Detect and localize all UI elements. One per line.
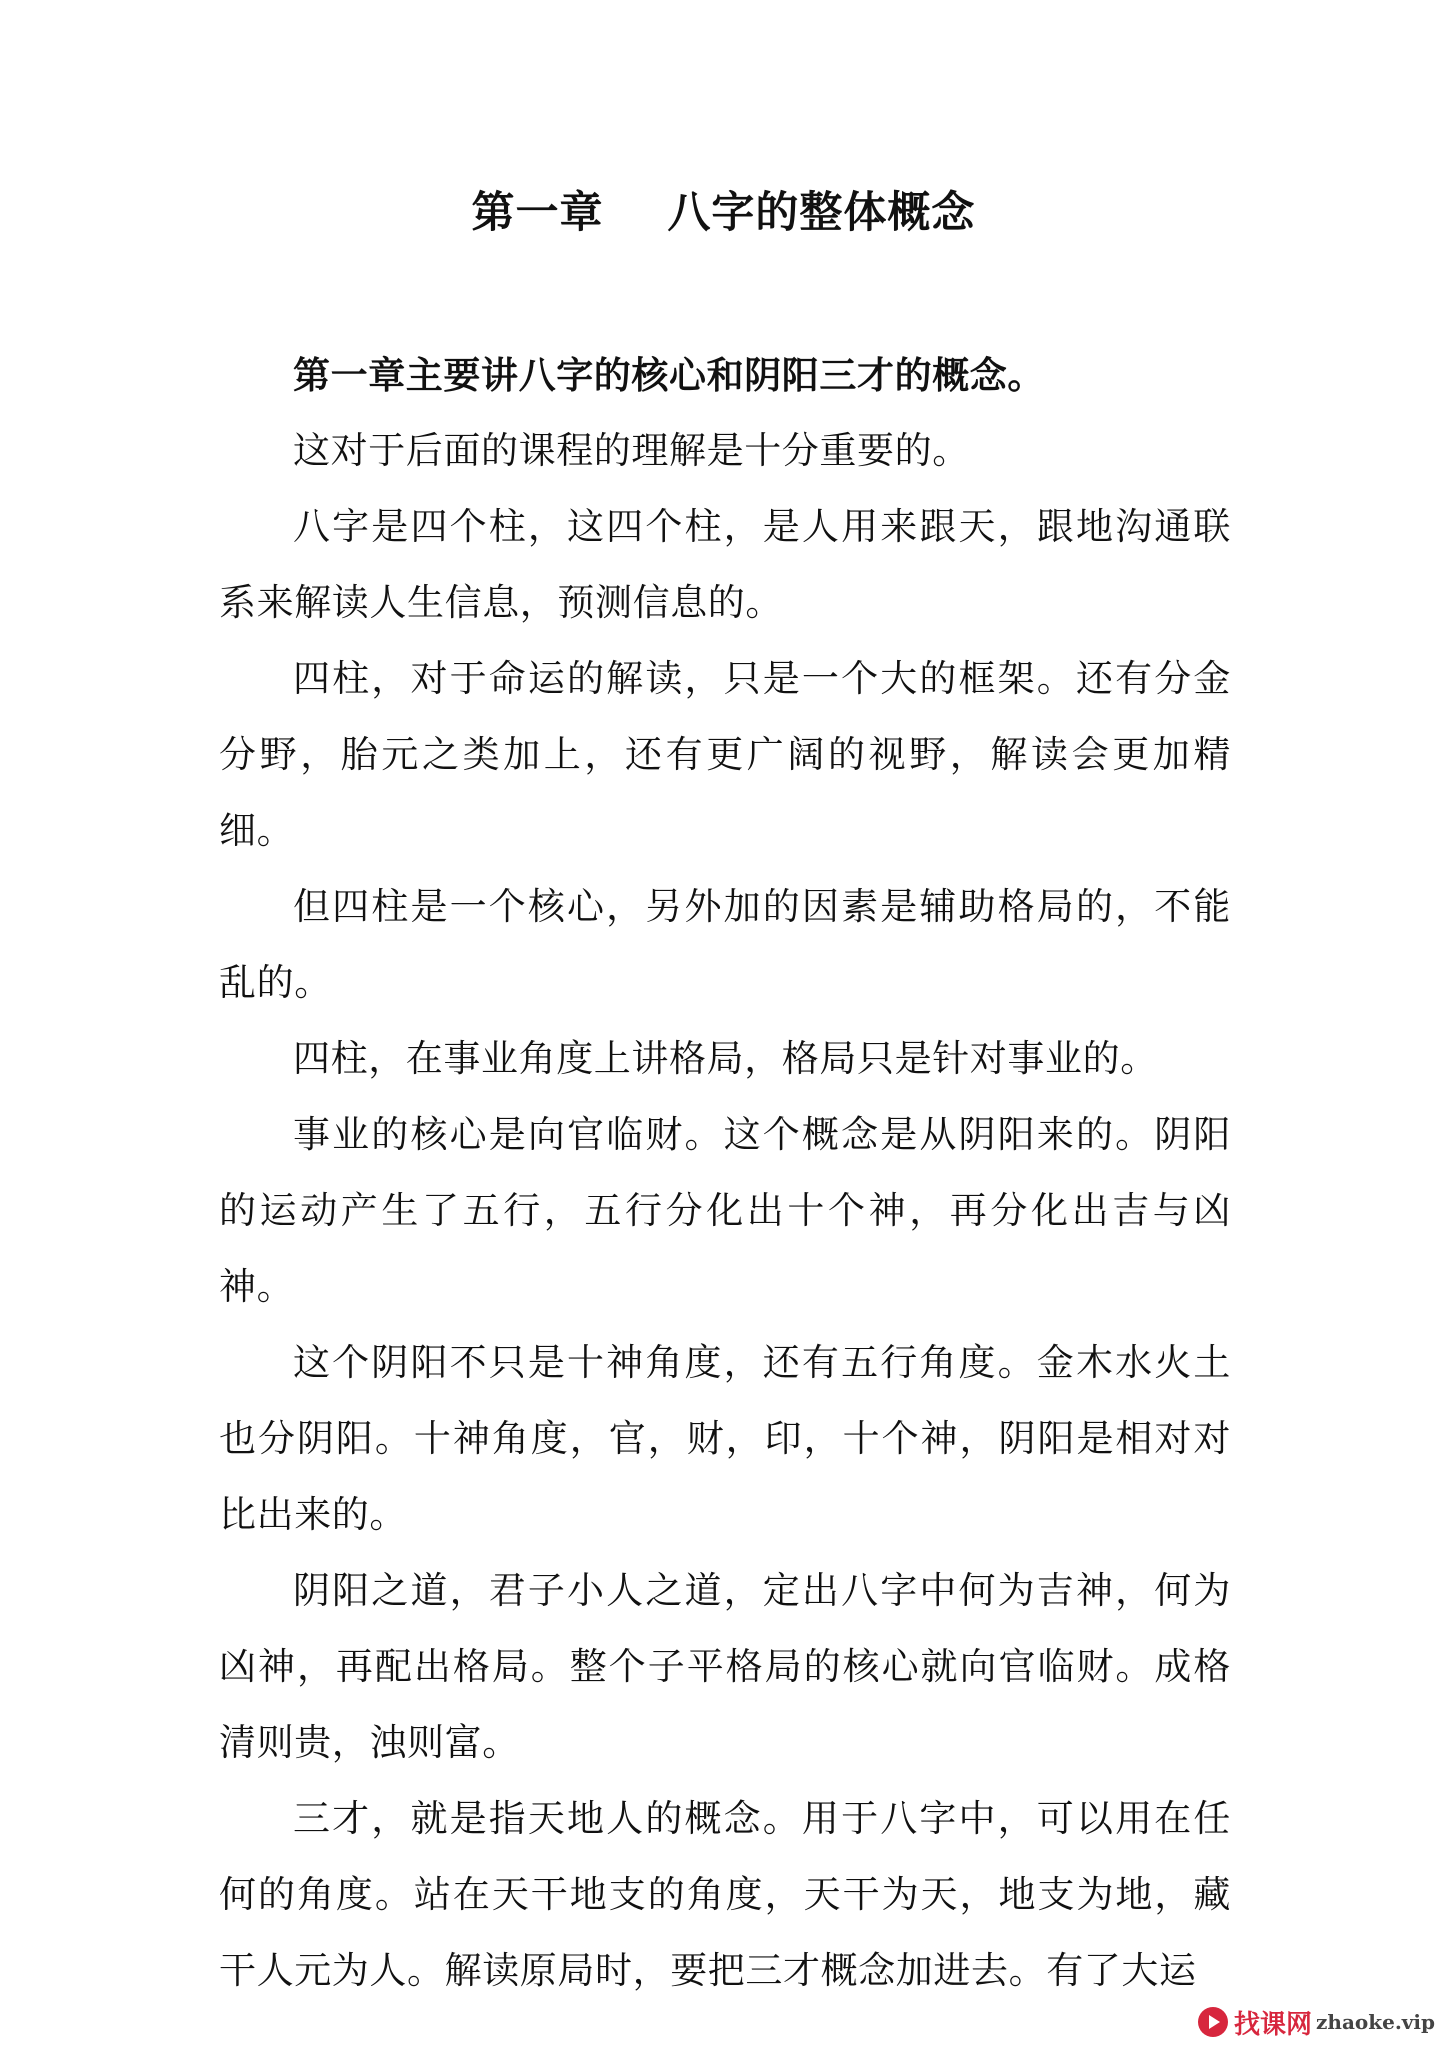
paragraph: 这个阴阳不只是十神角度，还有五行角度。金木水火土也分阴阳。十神角度，官，财，印，十个神，阴阳是相对对比出来的。 — [219, 1341, 1231, 1536]
watermark — [1198, 2002, 1435, 2042]
paragraph: 这对于后面的课程的理解是十分重要的。 — [293, 429, 970, 472]
paragraph: 事业的核心是向官临财。这个概念是从阴阳来的。阴阳的运动产生了五行，五行分化出十个神，再分化出吉与凶神。 — [219, 1113, 1231, 1308]
watermark-domain: zhaoke.vip — [1316, 2010, 1435, 2034]
paragraph: 四柱，对于命运的解读，只是一个大的框架。还有分金分野，胎元之类加上，还有更广阔的视野，解读会更加精细。 — [219, 657, 1231, 852]
paragraph: 第一章主要讲八字的核心和阴阳三才的概念。 — [293, 353, 1045, 397]
chapter-title: 第一章 八字的整体概念 — [471, 188, 976, 238]
paragraph: 阴阳之道，君子小人之道，定出八字中何为吉神，何为凶神，再配出格局。整个子平格局的核心就向官临财。成格清则贵，浊则富。 — [219, 1569, 1231, 1764]
paragraph: 三才，就是指天地人的概念。用于八字中，可以用在任何的角度。站在天干地支的角度，天干为天，地支为地，藏干人元为人。解读原局时，要把三才概念加进去。有了大运 — [219, 1797, 1231, 1992]
play-logo-icon — [1198, 2007, 1228, 2037]
watermark-site-name: 找课网 — [1234, 2009, 1313, 2040]
paragraph: 四柱，在事业角度上讲格局，格局只是针对事业的。 — [293, 1037, 1158, 1080]
paragraph: 八字是四个柱，这四个柱，是人用来跟天，跟地沟通联系来解读人生信息，预测信息的。 — [219, 505, 1231, 624]
paragraph: 但四柱是一个核心，另外加的因素是辅助格局的，不能乱的。 — [219, 885, 1231, 1004]
body-text — [219, 337, 1231, 2009]
